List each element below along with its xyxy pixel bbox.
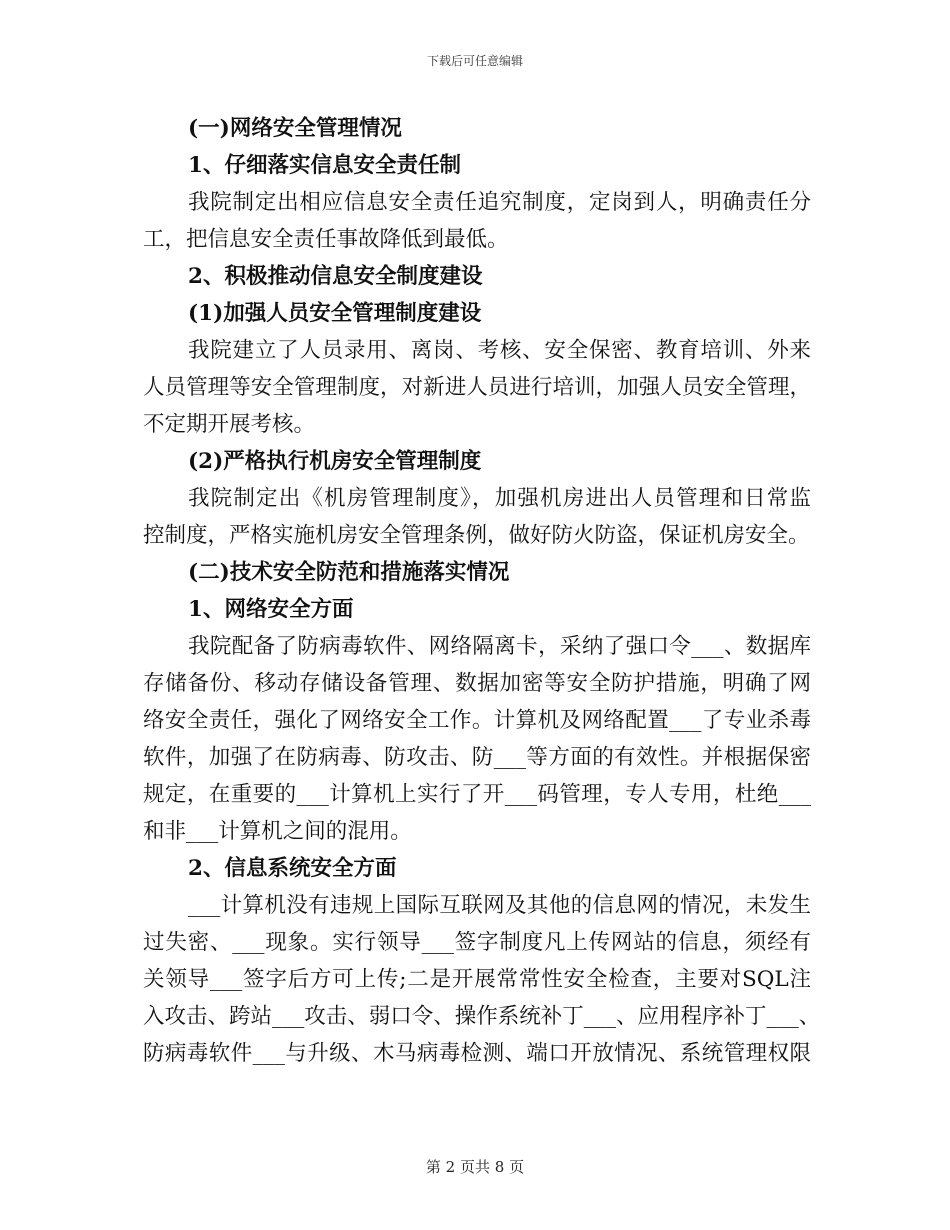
paragraph-line: 我院制定出《机房管理制度》，加强机房进出人员管理和日常监 <box>188 486 811 511</box>
subheading-system-construction: 2、积极推动信息安全制度建设 <box>188 264 483 289</box>
paragraph-line: 过失密、___现象。实行领导___签字制度凡上传网站的信息，须经有 <box>143 930 811 955</box>
page-number-footer: 第 2 页共 8 页 <box>425 1158 525 1176</box>
paragraph-line: 入攻击、跨站___攻击、弱口令、操作系统补丁___、应用程序补丁___、 <box>143 1004 821 1029</box>
document-body <box>143 110 821 1072</box>
section-heading-network-management: (一)网络安全管理情况 <box>188 116 402 141</box>
paragraph-line: 工，把信息安全责任事故降低到最低。 <box>143 227 509 252</box>
section-heading-technical-measures: (二)技术安全防范和措施落实情况 <box>188 560 510 585</box>
subheading-responsibility-system: 1、仔细落实信息安全责任制 <box>188 153 461 178</box>
paragraph-line: 人员管理等安全管理制度，对新进人员进行培训，加强人员安全管理， <box>143 375 811 400</box>
paragraph-line: 我院制定出相应信息安全责任追究制度，定岗到人，明确责任分 <box>188 190 811 215</box>
page-header: 下载后可任意编辑 <box>426 54 523 68</box>
paragraph-line: 控制度，严格实施机房安全管理条例，做好防火防盗，保证机房安全。 <box>143 523 810 548</box>
paragraph-line: 我院配备了防病毒软件、网络隔离卡，采纳了强口令___、数据库 <box>188 634 811 659</box>
subheading-information-system-security: 2、信息系统安全方面 <box>188 856 397 881</box>
paragraph-line: 软件，加强了在防病毒、防攻击、防___等方面的有效性。并根据保密 <box>143 745 811 770</box>
paragraph-line: ___计算机没有违规上国际互联网及其他的信息网的情况，未发生 <box>188 893 811 918</box>
subheading-personnel-management: (1)加强人员安全管理制度建设 <box>188 301 482 326</box>
subheading-machine-room: (2)严格执行机房安全管理制度 <box>188 449 482 474</box>
paragraph-line: 和非___计算机之间的混用。 <box>143 819 412 844</box>
paragraph-line: 规定，在重要的___计算机上实行了开___码管理，专人专用，杜绝___ <box>143 782 811 807</box>
paragraph-line: 关领导___签字后方可上传;二是开展常常性安全检查，主要对SQL注 <box>143 967 811 992</box>
paragraph-line: 络安全责任，强化了网络安全工作。计算机及网络配置___了专业杀毒 <box>143 708 811 733</box>
paragraph-line: 防病毒软件___与升级、木马病毒检测、端口开放情况、系统管理权限 <box>143 1041 811 1066</box>
paragraph-line: 不定期开展考核。 <box>143 412 316 437</box>
paragraph-line: 存储备份、移动存储设备管理、数据加密等安全防护措施，明确了网 <box>143 671 811 696</box>
subheading-network-security: 1、网络安全方面 <box>188 597 354 622</box>
paragraph-line: 我院建立了人员录用、离岗、考核、安全保密、教育培训、外来 <box>188 338 811 363</box>
